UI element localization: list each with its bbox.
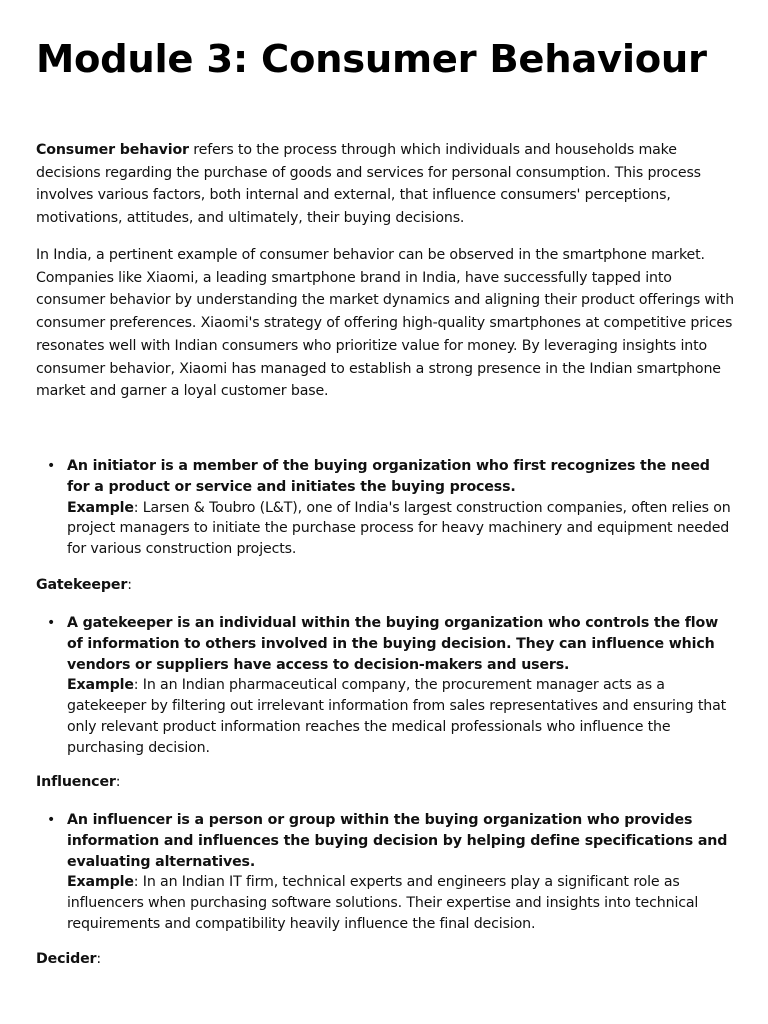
influencer-colon: : xyxy=(115,774,121,790)
page-title: Module 3: Consumer Behaviour xyxy=(36,37,707,82)
list-item xyxy=(36,810,736,935)
influencer-heading xyxy=(36,772,120,792)
gatekeeper-definition: A gatekeeper is an individual within the buying organization who controls the flow of information to others involved in the buying decision. They can influence which vendors or suppliers have access to decision-makers and users. xyxy=(67,615,719,673)
example-label: Example xyxy=(67,874,134,891)
list-item xyxy=(36,613,736,759)
bullet-icon: • xyxy=(47,812,56,828)
gatekeeper-heading xyxy=(36,575,132,595)
influencer-definition: An influencer is a person or group within the buying organization who provides information and influences the buying decision by helping define specifications and evaluating alternatives. xyxy=(67,812,728,870)
list-item xyxy=(36,456,736,560)
intro-text: refers to the process through which individuals and households make decisions regarding the purchase of goods and services for personal consumption. This process involves various factors, both internal and external, that influence consumers' perceptions, motivations, attitudes, and ultimately, their buying decisions. xyxy=(36,142,701,227)
influencer-list xyxy=(36,810,736,935)
influencer-label: Influencer xyxy=(36,774,116,790)
decider-colon: : xyxy=(96,951,102,967)
gatekeeper-example: : In an Indian pharmaceutical company, the procurement manager acts as a gatekeeper by filtering out irrelevant information from sales representatives and ensuring that only relevant product information reaches the medical professionals who influence the purchasing decision. xyxy=(67,677,727,756)
bullet-icon: • xyxy=(47,458,56,474)
intro-paragraph xyxy=(36,139,736,230)
gatekeeper-colon: : xyxy=(127,577,132,593)
initiator-list xyxy=(36,456,736,560)
intro-term: Consumer behavior xyxy=(36,142,189,158)
bullet-icon: • xyxy=(47,615,56,631)
decider-heading xyxy=(36,949,101,969)
initiator-definition: An initiator is a member of the buying organization who first recognizes the need for a product or service and initiates the buying process. xyxy=(67,458,710,495)
india-example-paragraph: In India, a pertinent example of consumer behavior can be observed in the smartphone market. Companies like Xiaomi, a leading smartphone brand in India, have successfully tapped into consumer behavior by understanding the market dynamics and aligning their product offerings with consumer preferences. Xiaomi's strategy of offering high-quality smartphones at competitive prices resonates well with Indian consumers who prioritize value for money. By leveraging insights into consumer behavior, Xiaomi has managed to establish a strong presence in the Indian smartphone market and garner a loyal customer base. xyxy=(36,247,734,400)
example-label: Example xyxy=(67,677,134,694)
gatekeeper-label: Gatekeeper xyxy=(36,577,128,593)
initiator-example: : Larsen & Toubro (L&T), one of India's largest construction companies, often relies on project managers to initiate the purchase process for heavy machinery and equipment needed for various construction projects. xyxy=(67,499,731,558)
gatekeeper-list xyxy=(36,613,736,759)
decider-label: Decider xyxy=(36,951,97,967)
example-label: Example xyxy=(67,499,134,516)
influencer-example: : In an Indian IT firm, technical experts and engineers play a significant role as influencers when purchasing software solutions. Their expertise and insights into technical requirements and compatibility heavily influence the final decision. xyxy=(67,874,699,932)
